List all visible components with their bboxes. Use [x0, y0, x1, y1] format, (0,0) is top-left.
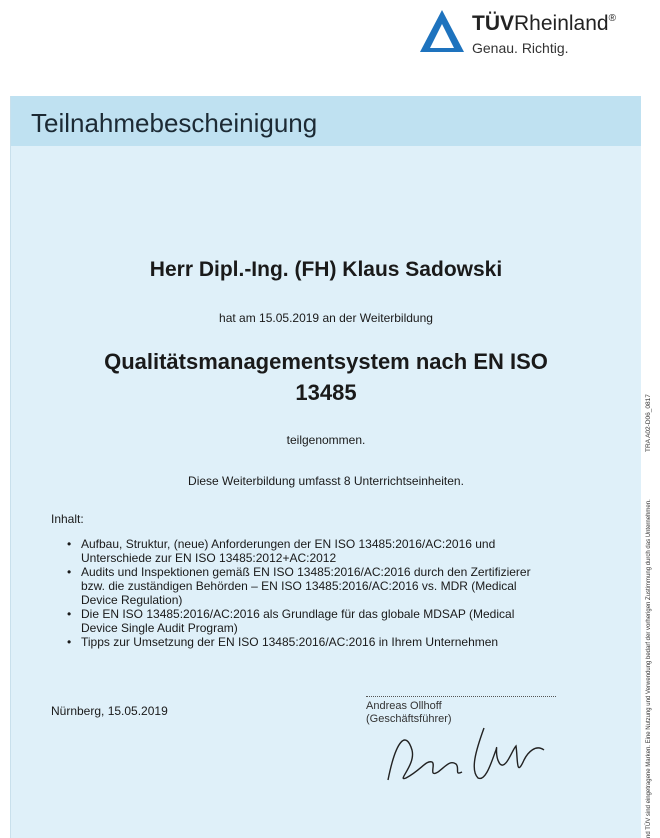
content-label: Inhalt:	[51, 512, 84, 526]
units-text: Diese Weiterbildung umfasst 8 Unterrichtseinheiten.	[188, 474, 464, 488]
participated-text: teilgenommen.	[286, 433, 366, 447]
list-item: • Tipps zur Umsetzung der EN ISO 13485:2016/AC:2016 in Ihrem Unternehmen	[67, 635, 547, 649]
content-list	[67, 537, 547, 649]
slogan: Genau. Richtig.	[472, 40, 569, 56]
signature-image	[366, 720, 556, 790]
signer-role: (Geschäftsführer)	[366, 713, 452, 725]
list-item: • Die EN ISO 13485:2016/AC:2016 als Grundlage für das globale MDSAP (Medical Device Single Audit Program)	[67, 607, 547, 635]
triangle-logo-icon	[418, 8, 466, 54]
certificate-panel	[10, 96, 641, 838]
course-title: Qualitätsmanagementsystem nach EN ISO 13485	[104, 349, 548, 405]
signature-line	[366, 696, 556, 697]
certificate-heading: Teilnahmebescheinigung	[31, 108, 318, 138]
date-line: hat am 15.05.2019 an der Weiterbildung	[219, 311, 433, 325]
trademark-note: nd TÜV sind eingetragene Marken. Eine Nutzung und Verwendung bedarf der vorherigen Zustimmung durch das Unternehmen.	[646, 499, 652, 838]
list-item: • Aufbau, Struktur, (neue) Anforderungen der EN ISO 13485:2016/AC:2016 und Unterschiede zur EN ISO 13485:2012+AC:2012	[67, 537, 547, 565]
list-item: • Audits und Inspektionen gemäß EN ISO 13485:2016/AC:2016 durch den Zertifizierer bzw. die zuständigen Behörden – EN ISO 13485:2016/AC:2016 vs. MDR (Medical Device Regulation)	[67, 565, 547, 607]
participant-name: Herr Dipl.-Ing. (FH) Klaus Sadowski	[149, 258, 503, 281]
title-bar	[11, 96, 641, 146]
place-date: Nürnberg, 15.05.2019	[51, 704, 168, 718]
signer-name: Andreas Ollhoff	[366, 700, 442, 712]
tuv-logo	[418, 6, 648, 64]
brand-name: TÜVRheinland®	[472, 12, 616, 35]
form-code: TRA A02-D06_0817	[645, 394, 652, 452]
signer-block	[366, 700, 452, 726]
